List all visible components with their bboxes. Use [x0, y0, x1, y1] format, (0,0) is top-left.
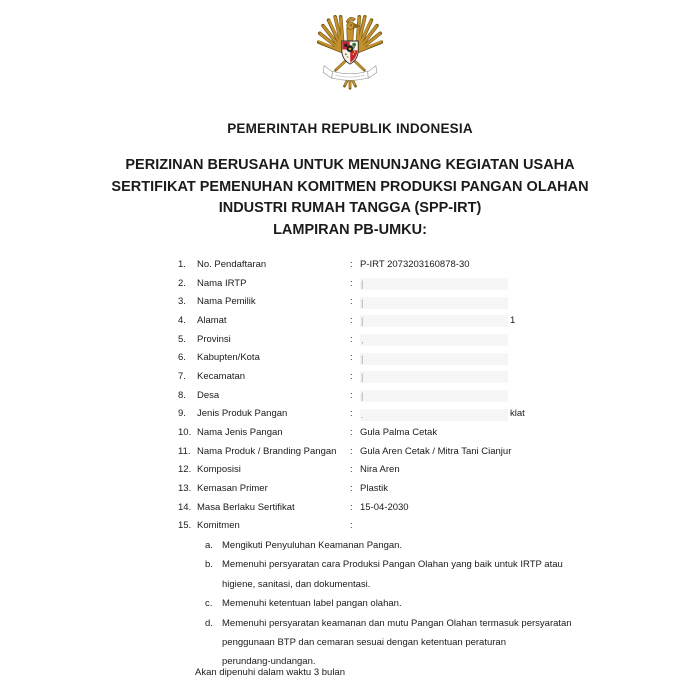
field-colon: :	[350, 314, 353, 326]
field-row-komitmen	[178, 517, 588, 536]
commitment-line: Mengikuti Penyuluhan Keamanan Pangan.	[222, 540, 403, 551]
field-row-nama-irtp	[178, 275, 588, 294]
redacted-fragment: |	[361, 372, 364, 383]
commitment-line: higiene, sanitasi, dan dokumentasi.	[222, 578, 371, 590]
field-colon: :	[350, 389, 353, 401]
field-number: 8.	[178, 389, 186, 401]
government-header: PEMERINTAH REPUBLIK INDONESIA	[227, 121, 473, 136]
title-line-2: SERTIFIKAT PEMENUHAN KOMITMEN PRODUKSI PANGAN OLAHAN	[111, 178, 589, 195]
redacted-value-box	[360, 371, 508, 383]
commitment-text	[222, 555, 563, 594]
field-colon: :	[350, 408, 353, 420]
title-line-4: LAMPIRAN PB-UMKU:	[273, 221, 427, 238]
commitment-line: Memenuhi persyaratan cara Produksi Pangan Olahan yang baik untuk IRTP atau	[222, 559, 563, 571]
commitment-letter: b.	[205, 559, 213, 571]
field-row-nama-jenis-pangan	[178, 424, 588, 443]
redacted-value-box	[360, 297, 508, 309]
redacted-value-box	[360, 409, 508, 421]
field-number: 12.	[178, 464, 192, 476]
redacted-value-box	[360, 315, 508, 327]
field-value: 15-04-2030	[360, 501, 409, 513]
redacted-value-box	[360, 334, 508, 346]
field-value: Plastik	[360, 482, 388, 494]
field-value: Gula Aren Cetak / Mitra Tani Cianjur	[360, 445, 512, 457]
field-row-provinsi	[178, 331, 588, 350]
field-number: 2.	[178, 277, 186, 289]
field-row-kecamatan	[178, 368, 588, 387]
field-value	[360, 297, 588, 309]
field-number: 13.	[178, 482, 192, 494]
fulfillment-note: Akan dipenuhi dalam waktu 3 bulan	[195, 667, 345, 678]
field-number: 10.	[178, 426, 192, 438]
title-line-3: INDUSTRI RUMAH TANGGA (SPP-IRT)	[218, 200, 482, 217]
field-row-nama-produk-branding	[178, 443, 588, 462]
field-row-kemasan-primer	[178, 480, 588, 499]
field-number: 3.	[178, 296, 186, 308]
garuda-pancasila-icon	[317, 13, 383, 91]
field-value	[360, 390, 588, 402]
field-row-jenis-produk-pangan	[178, 405, 588, 424]
field-colon: :	[350, 296, 353, 308]
field-label: Kabupten/Kota	[197, 352, 260, 364]
field-number: 15.	[178, 520, 192, 532]
field-colon: :	[350, 370, 353, 382]
field-row-no-pendaftaran	[178, 256, 588, 275]
field-number: 7.	[178, 370, 186, 382]
field-number: 5.	[178, 333, 186, 345]
field-label: Kecamatan	[197, 370, 246, 382]
field-label: Nama Jenis Pangan	[197, 426, 283, 438]
field-label: Jenis Produk Pangan	[197, 408, 288, 420]
value-suffix: 1	[510, 314, 516, 326]
field-colon: :	[350, 520, 353, 532]
field-number: 9.	[178, 408, 186, 420]
field-label: Nama Produk / Branding Pangan	[197, 445, 337, 457]
field-colon: :	[350, 352, 353, 364]
field-number: 14.	[178, 501, 192, 513]
field-label: Komposisi	[197, 464, 241, 476]
title-line-1: PERIZINAN BERUSAHA UNTUK MENUNJANG KEGIATAN USAHA	[125, 157, 575, 173]
field-row-kabupaten-kota	[178, 349, 588, 368]
field-value: Nira Aren	[360, 464, 400, 476]
redacted-value-box	[360, 278, 508, 290]
field-label: Provinsi	[197, 333, 231, 345]
redacted-value-box	[360, 353, 508, 365]
commitment-text	[222, 594, 402, 613]
field-row-alamat	[178, 312, 588, 331]
commitment-item-a	[205, 536, 572, 555]
commitment-letter: c.	[205, 598, 213, 610]
field-number: 1.	[178, 259, 186, 270]
field-label: Masa Berlaku Sertifikat	[197, 501, 295, 513]
field-row-masa-berlaku	[178, 499, 588, 518]
field-label: Alamat	[197, 314, 227, 326]
redacted-fragment: |	[361, 278, 364, 289]
redacted-fragment: |	[361, 316, 364, 327]
field-number: 6.	[178, 352, 186, 364]
garuda-pancasila-emblem	[317, 13, 383, 91]
field-label: Nama IRTP	[197, 277, 247, 289]
field-number: 4.	[178, 314, 186, 326]
commitment-letter: d.	[205, 617, 213, 629]
field-colon: :	[350, 277, 353, 289]
field-row-komposisi	[178, 461, 588, 480]
redacted-value-box	[360, 390, 508, 402]
field-label: No. Pendaftaran	[197, 259, 267, 270]
commitment-letter: a.	[205, 540, 213, 551]
value-suffix: klat	[510, 408, 525, 420]
redacted-fragment: |	[361, 297, 364, 308]
field-label: Komitmen	[197, 520, 240, 532]
field-colon: :	[350, 464, 353, 476]
document-title	[0, 155, 700, 241]
field-value	[360, 405, 588, 424]
redacted-fragment: |	[361, 353, 364, 364]
commitment-item-c	[205, 594, 572, 613]
redacted-fragment: .	[361, 409, 364, 420]
commitment-line: Memenuhi ketentuan label pangan olahan.	[222, 598, 402, 610]
certificate-fields-list	[178, 256, 588, 536]
field-colon: :	[350, 482, 353, 494]
field-row-desa	[178, 387, 588, 406]
commitment-text	[222, 614, 572, 672]
field-value: Gula Palma Cetak	[360, 426, 438, 438]
field-colon: :	[350, 426, 353, 438]
redacted-fragment: ,	[361, 334, 364, 345]
commitment-item-d	[205, 614, 572, 672]
commitment-line: penggunaan BTP dan cemaran sesuai dengan ketentuan peraturan	[222, 636, 506, 648]
field-label: Nama Pemilik	[197, 296, 256, 308]
field-value	[360, 371, 588, 383]
field-label: Kemasan Primer	[197, 482, 268, 494]
redacted-fragment: |	[361, 390, 364, 401]
commitment-text	[222, 536, 402, 555]
field-colon: :	[350, 333, 353, 345]
field-value: P-IRT 2073203160878-30	[360, 259, 470, 270]
field-value	[360, 312, 588, 331]
commitment-line: Memenuhi persyaratan keamanan dan mutu Pangan Olahan termasuk persyaratan	[222, 617, 572, 629]
field-value	[360, 353, 588, 365]
commitment-item-b	[205, 555, 572, 594]
commitment-line: perundang-undangan.	[222, 656, 316, 668]
field-value	[360, 334, 588, 346]
field-colon: :	[350, 445, 353, 457]
field-colon: :	[350, 259, 353, 270]
field-number: 11.	[178, 445, 191, 457]
field-row-nama-pemilik	[178, 293, 588, 312]
field-value	[360, 278, 588, 290]
svg-text:★: ★	[347, 47, 353, 53]
field-colon: :	[350, 501, 353, 513]
field-label: Desa	[197, 389, 220, 401]
commitments-list	[205, 536, 572, 672]
